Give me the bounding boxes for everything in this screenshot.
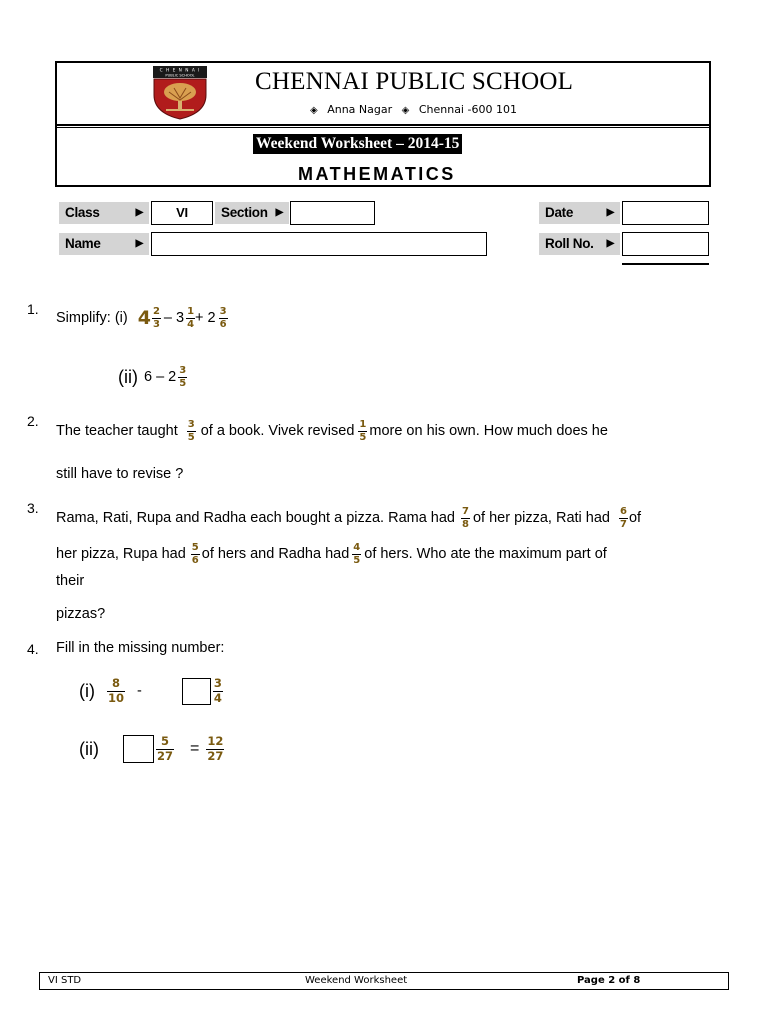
denominator: 4 xyxy=(187,318,195,330)
question-text: of xyxy=(628,510,642,526)
arrow-right-icon: ▶ xyxy=(606,238,614,249)
fraction xyxy=(213,678,223,704)
fraction xyxy=(352,543,361,566)
name-label xyxy=(59,233,149,255)
numerator: 6 xyxy=(620,505,627,517)
question-4-part-ii xyxy=(79,730,224,768)
numerator: 12 xyxy=(207,734,224,748)
question-number: 4. xyxy=(27,641,39,657)
fraction xyxy=(178,366,187,389)
arrow-right-icon: ▶ xyxy=(135,207,143,218)
question-3-line-3: their xyxy=(56,573,85,589)
date-label-text: Date xyxy=(545,205,574,220)
address-area: Anna Nagar xyxy=(327,103,393,116)
denominator: 5 xyxy=(359,431,367,443)
part-label: (i) xyxy=(79,680,95,701)
subject-title: MATHEMATICS xyxy=(298,164,456,184)
question-text: more on his own. How much does he xyxy=(369,423,608,439)
numerator: 7 xyxy=(462,505,469,517)
diamond-bullet-icon: ◈ xyxy=(401,105,410,116)
denominator: 6 xyxy=(191,554,199,566)
operator-text: - xyxy=(137,683,142,699)
school-name: CHENNAI PUBLIC SCHOOL xyxy=(255,68,574,95)
answer-box[interactable] xyxy=(182,678,211,705)
address-city: Chennai -600 101 xyxy=(418,103,517,116)
question-2-line-1 xyxy=(56,412,608,450)
denominator: 3 xyxy=(152,318,160,330)
section-label-text: Section xyxy=(221,205,268,220)
diamond-bullet-icon: ◈ xyxy=(310,105,318,116)
operator-text: – 3 xyxy=(163,310,185,326)
denominator: 4 xyxy=(213,690,222,705)
denominator: 27 xyxy=(207,748,224,763)
question-text: The teacher taught xyxy=(56,423,178,439)
question-number: 2. xyxy=(27,413,39,429)
header-divider xyxy=(57,124,709,126)
operator-text: = xyxy=(190,740,200,757)
fraction xyxy=(206,736,224,762)
numerator: 5 xyxy=(191,541,199,553)
svg-text:C H E N N A I: C H E N N A I xyxy=(159,68,201,74)
question-3-line-2 xyxy=(56,535,607,573)
denominator: 5 xyxy=(353,554,361,566)
denominator: 27 xyxy=(157,748,174,763)
question-text: her pizza, Rupa had xyxy=(56,546,186,562)
question-1-part-ii xyxy=(118,358,187,396)
school-logo xyxy=(151,65,209,120)
question-text: of hers and Radha had xyxy=(201,546,350,562)
denominator: 7 xyxy=(620,518,627,530)
fraction xyxy=(619,507,628,530)
class-field[interactable]: VI xyxy=(151,201,213,225)
school-address xyxy=(310,103,517,116)
numerator: 3 xyxy=(213,676,222,690)
part-label: (ii) xyxy=(118,366,138,387)
rollno-field[interactable] xyxy=(622,232,709,256)
section-label xyxy=(215,202,289,224)
part-label: (ii) xyxy=(79,738,99,759)
operator-text: + 2 xyxy=(195,310,216,326)
footer-page-number: Page 2 of 8 xyxy=(577,975,641,986)
question-number: 3. xyxy=(27,500,39,516)
name-field[interactable] xyxy=(151,232,487,256)
numerator: 4 xyxy=(353,541,361,553)
denominator: 5 xyxy=(179,377,187,389)
name-label-text: Name xyxy=(65,236,101,251)
numerator: 8 xyxy=(112,676,121,690)
arrow-right-icon: ▶ xyxy=(135,238,143,249)
question-number: 1. xyxy=(27,301,39,317)
arrow-right-icon: ▶ xyxy=(606,207,614,218)
svg-text:PUBLIC SCHOOL: PUBLIC SCHOOL xyxy=(165,73,195,78)
arrow-right-icon: ▶ xyxy=(275,207,283,218)
footer-class: VI STD xyxy=(48,975,82,986)
fraction xyxy=(461,507,470,530)
question-text: Simplify: (i) xyxy=(56,310,128,326)
denominator: 5 xyxy=(187,431,195,443)
question-text: Rama, Rati, Rupa and Radha each bought a pizza. Rama had xyxy=(56,510,455,526)
answer-box[interactable] xyxy=(123,735,154,763)
question-text: of a book. Vivek revised xyxy=(200,423,355,439)
question-text: of her pizza, Rati had xyxy=(472,510,610,526)
fraction xyxy=(219,307,228,330)
date-field[interactable] xyxy=(622,201,709,225)
class-label-text: Class xyxy=(65,205,100,220)
rollno-label-text: Roll No. xyxy=(545,236,594,251)
fraction xyxy=(187,420,196,443)
numerator: 3 xyxy=(179,364,187,376)
worksheet-title: Weekend Worksheet – 2014-15 xyxy=(253,134,462,154)
numerator: 1 xyxy=(359,418,367,430)
fraction xyxy=(358,420,367,443)
header-divider-thin xyxy=(57,127,709,128)
denominator: 10 xyxy=(108,690,125,705)
rollno-label xyxy=(539,233,620,255)
question-text: of hers. Who ate the maximum part of xyxy=(364,546,607,562)
denominator: 6 xyxy=(219,318,227,330)
section-field[interactable] xyxy=(290,201,375,225)
numerator: 1 xyxy=(187,305,195,317)
fraction xyxy=(156,736,174,762)
numerator: 5 xyxy=(161,734,170,748)
fraction xyxy=(191,543,200,566)
fraction xyxy=(107,678,125,704)
question-4-text: Fill in the missing number: xyxy=(56,640,225,656)
question-4-part-i xyxy=(79,672,223,710)
question-3-line-1 xyxy=(56,499,641,537)
page-footer xyxy=(39,972,729,990)
denominator: 8 xyxy=(462,518,469,530)
fraction xyxy=(152,307,161,330)
fraction xyxy=(186,307,195,330)
numerator: 2 xyxy=(152,305,160,317)
expression-text: 6 – 2 xyxy=(144,369,177,385)
whole-number: 4 xyxy=(137,307,151,329)
question-3-line-4: pizzas? xyxy=(56,606,106,622)
footer-title: Weekend Worksheet xyxy=(305,975,408,986)
question-2-line-2: still have to revise ? xyxy=(56,466,184,482)
date-label xyxy=(539,202,620,224)
numerator: 3 xyxy=(187,418,195,430)
numerator: 3 xyxy=(219,305,227,317)
class-label xyxy=(59,202,149,224)
rollno-underline xyxy=(622,263,709,265)
question-1-part-i xyxy=(56,300,228,336)
